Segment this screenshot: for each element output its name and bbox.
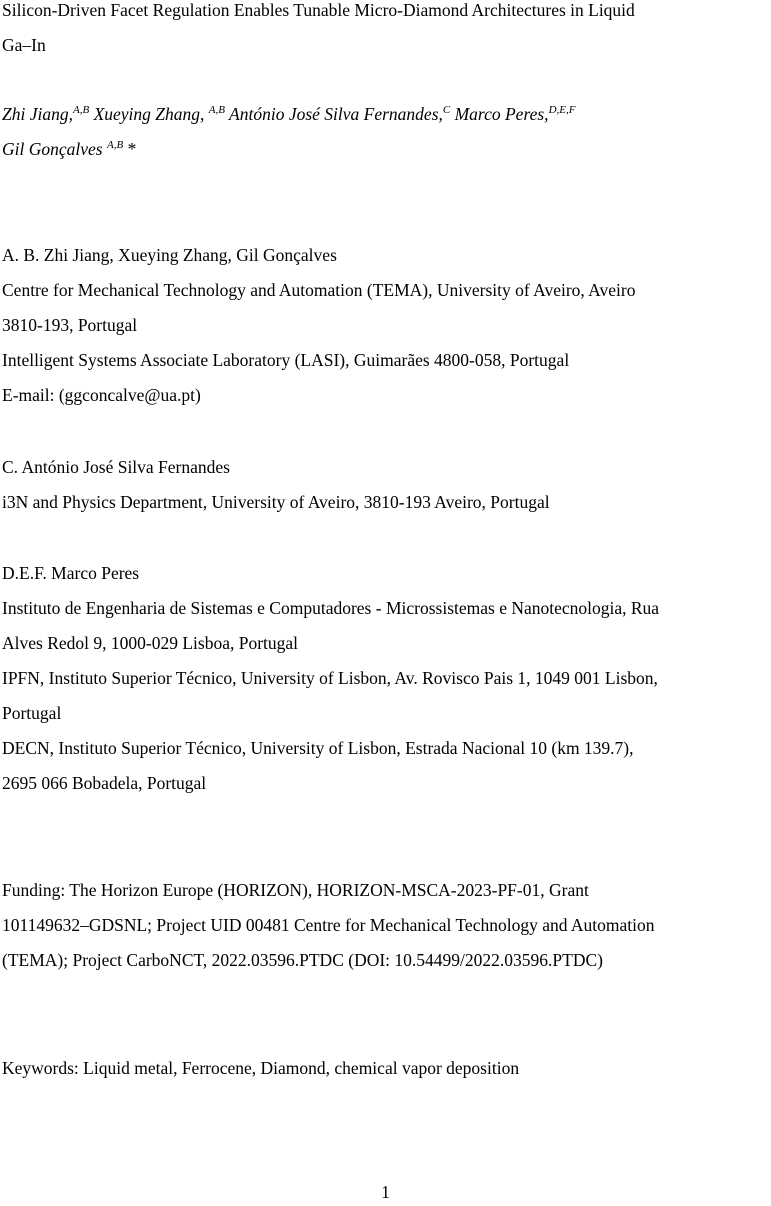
affiliation-header: C. António José Silva Fernandes xyxy=(2,457,230,477)
funding-statement xyxy=(2,873,654,978)
author-name: Gil Gonçalves xyxy=(2,139,103,159)
author-name: António José Silva Fernandes, xyxy=(229,104,443,124)
author-name: Marco Peres, xyxy=(454,104,549,124)
affiliation-line: Instituto de Engenharia de Sistemas e Computadores - Microssistemas e Nanotecnologia, Rua xyxy=(2,598,660,618)
funding-line: (TEMA); Project CarboNCT, 2022.03596.PTDC (DOI: 10.54499/2022.03596.PTDC) xyxy=(2,950,603,970)
keywords xyxy=(2,1051,519,1086)
title-line-2: Ga–In xyxy=(2,35,46,55)
page-number: 1 xyxy=(381,1182,390,1202)
affiliation-line: DECN, Instituto Superior Técnico, University of Lisbon, Estrada Nacional 10 (km 139.7), xyxy=(2,738,634,758)
affiliation-line: Portugal xyxy=(2,703,62,723)
author-affiliation-mark: D,E,F xyxy=(548,104,576,116)
affiliation-line: i3N and Physics Department, University of Aveiro, 3810-193 Aveiro, Portugal xyxy=(2,492,550,512)
corresponding-author-mark: * xyxy=(127,139,137,159)
affiliation-line: Centre for Mechanical Technology and Automation (TEMA), University of Aveiro, Aveiro xyxy=(2,280,636,300)
affiliation-line: IPFN, Instituto Superior Técnico, University of Lisbon, Av. Rovisco Pais 1, 1049 001 Lisbon, xyxy=(2,668,658,688)
author-affiliation-mark: A,B xyxy=(72,104,90,116)
contact-email: E-mail: (ggconcalve@ua.pt) xyxy=(2,385,201,405)
affiliation-c xyxy=(2,450,550,520)
affiliation-line: 2695 066 Bobadela, Portugal xyxy=(2,773,207,793)
affiliation-ab xyxy=(2,238,635,413)
author-list xyxy=(2,97,575,167)
affiliation-line: Intelligent Systems Associate Laboratory (LASI), Guimarães 4800-058, Portugal xyxy=(2,350,570,370)
title-line-1: Silicon-Driven Facet Regulation Enables Tunable Micro-Diamond Architectures in Liquid xyxy=(2,0,635,20)
author-affiliation-mark: C xyxy=(442,104,451,116)
affiliation-line: 3810-193, Portugal xyxy=(2,315,138,335)
paper-title xyxy=(2,0,635,63)
keywords-line: Keywords: Liquid metal, Ferrocene, Diamond, chemical vapor deposition xyxy=(2,1058,520,1078)
author-affiliation-mark: A,B xyxy=(106,139,124,151)
funding-line: Funding: The Horizon Europe (HORIZON), HORIZON-MSCA-2023-PF-01, Grant xyxy=(2,880,589,900)
affiliation-header: A. B. Zhi Jiang, Xueying Zhang, Gil Gonçalves xyxy=(2,245,337,265)
author-line-2 xyxy=(2,132,575,167)
author-affiliation-mark: A,B xyxy=(208,104,225,116)
affiliation-line: Alves Redol 9, 1000-029 Lisboa, Portugal xyxy=(2,633,299,653)
affiliation-def xyxy=(2,556,659,801)
author-line-1 xyxy=(2,97,575,132)
affiliation-header: D.E.F. Marco Peres xyxy=(2,563,140,583)
author-name: Xueying Zhang, xyxy=(93,104,205,124)
funding-line: 101149632–GDSNL; Project UID 00481 Centre for Mechanical Technology and Automation xyxy=(2,915,655,935)
author-name: Zhi Jiang, xyxy=(2,104,73,124)
